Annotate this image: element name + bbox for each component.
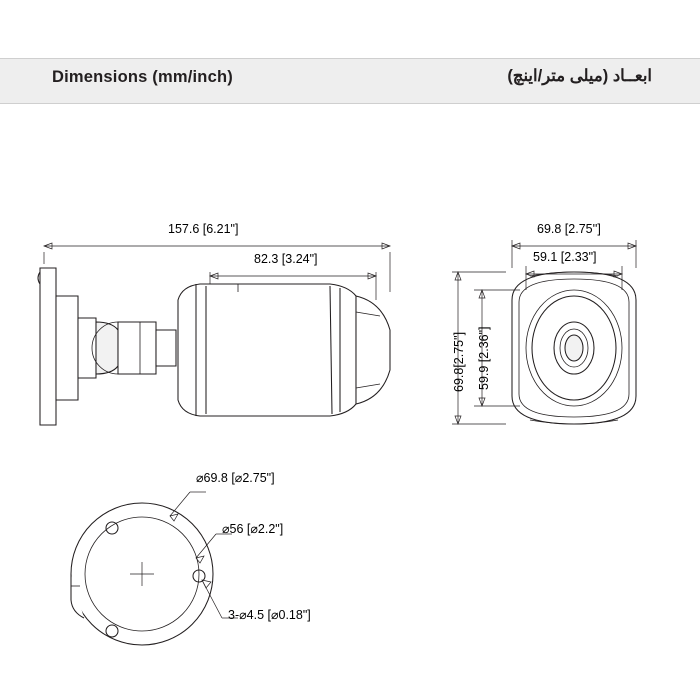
dim-base-diameter: ⌀69.8 [⌀2.75"] (196, 471, 275, 485)
dim-outer-width: 69.8 [2.75''] (537, 222, 601, 236)
dim-inner-height: 59.9 [2.36"] (477, 326, 491, 390)
dim-outer-height: 69.8[2.75"] (452, 331, 466, 392)
dim-body-length: 82.3 [3.24"] (254, 252, 318, 266)
page-title-fa: ابعــاد (میلی متر/اینچ) (507, 67, 652, 85)
dim-bolt-circle: ⌀56 [⌀2.2"] (222, 522, 284, 536)
dim-inner-width: 59.1 [2.33"] (533, 250, 597, 264)
front-view-geometry (512, 272, 636, 424)
page-title-en: Dimensions (mm/inch) (52, 68, 233, 86)
base-view-geometry (71, 503, 213, 645)
side-view-geometry (38, 268, 390, 425)
dim-total-length: 157.6 [6.21"] (168, 222, 239, 236)
dim-screw-holes: 3-⌀4.5 [⌀0.18"] (228, 608, 311, 622)
